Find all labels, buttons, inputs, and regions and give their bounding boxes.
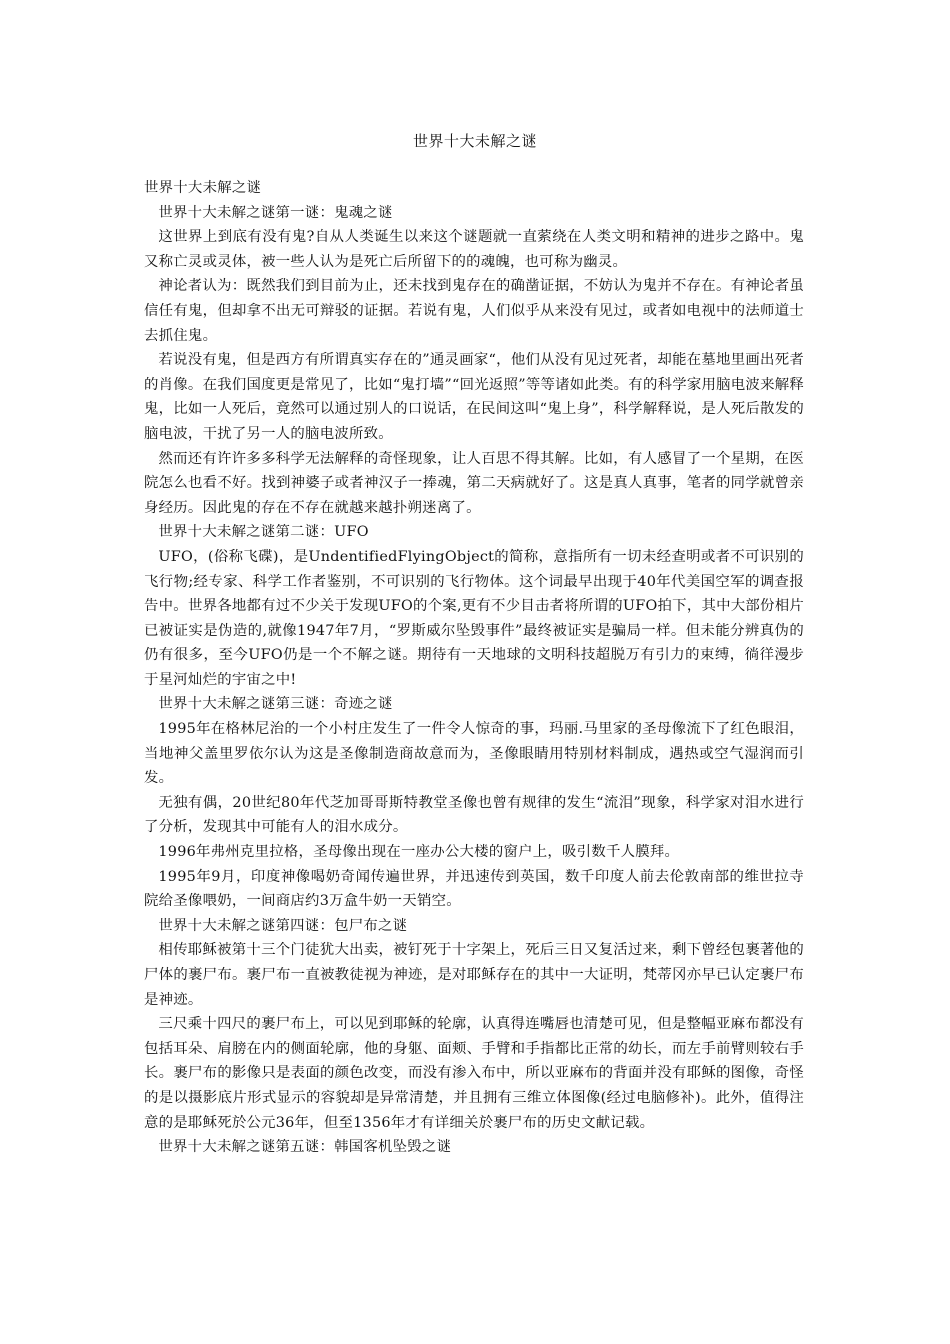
paragraph: 三尺乘十四尺的裹尸布上，可以见到耶稣的轮廓，认真得连嘴唇也清楚可见，但是整幅亚麻布都没有包括耳朵、肩膀在内的侧面轮廓，他的身躯、面颊、手臂和手指都比正常的幼长，而左手前臂则较右手长。裹尸布的影像只是表面的颜色改变，而没有渗入布中，所以亚麻布的背面并没有耶稣的图像，奇怪的是以摄影底片形式显示的容貌却是异常清楚，并且拥有三维立体图像(经过电脑修补)。此外，值得注意的是耶稣死於公元36年，但至1356年才有详细关於裹尸布的历史文献记载。: [144, 1016, 804, 1131]
paragraph: UFO，(俗称飞碟)，是UndentifiedFlyingObject的简称，意指所有一切未经查明或者不可识别的飞行物;经专家、科学工作者鉴别，不可识别的飞行物体。这个词最早出现于40年代美国空军的调查报告中。世界各地都有过不少关于发现UFO的个案,更有不少目击者将所谓的UFO拍下，其中大部份相片已被证实是伪造的,就像1947年7月，“罗斯威尔坠毁事件”最终被证实是骗局一样。但未能分辨真伪的仍有很多，至今UFO仍是一个不解之谜。期待有一天地球的文明科技超脱万有引力的束缚，徜徉漫步于星河灿烂的宇宙之中!: [144, 548, 804, 688]
document-body: [144, 176, 804, 1160]
chapter-heading: 世界十大未解之谜第三谜：奇迹之谜: [158, 696, 393, 713]
section-heading: 世界十大未解之谜: [144, 180, 262, 196]
paragraph: 神论者认为：既然我们到目前为止，还未找到鬼存在的确凿证据，不妨认为鬼并不存在。有神论者虽信任有鬼，但却拿不出无可辩驳的证据。若说有鬼，人们似乎从来没有见过，或者如电视中的法师道士去抓住鬼。: [144, 278, 804, 344]
paragraph: 无独有偶，20世纪80年代芝加哥哥斯特教堂圣像也曾有规律的发生“流泪”现象，科学家对泪水进行了分析，发现其中可能有人的泪水成分。: [144, 794, 804, 836]
paragraph: 然而还有许许多多科学无法解释的奇怪现象，让人百思不得其解。比如，有人感冒了一个星期，在医院怎么也看不好。找到神婆子或者神汉子一捧魂，第二天病就好了。这是真人真事，笔者的同学就曾亲身经历。因此鬼的存在不存在就越来越扑朔迷离了。: [144, 450, 804, 516]
paragraph: 这世界上到底有没有鬼?自从人类诞生以来这个谜题就一直萦绕在人类文明和精神的进步之路中。鬼又称亡灵或灵体，被一些人认为是死亡后所留下的的魂魄，也可称为幽灵。: [144, 229, 804, 270]
paragraph: 相传耶稣被第十三个门徒犹大出卖，被钉死于十字架上，死后三日又复活过来，剩下曾经包裹著他的尸体的裹尸布。裹尸布一直被教徒视为神迹，是对耶稣存在的其中一大证明，梵蒂冈亦早已认定裹尸布是神迹。: [144, 942, 804, 1008]
paragraph: 若说没有鬼，但是西方有所谓真实存在的”通灵画家“，他们从没有见过死者，却能在墓地里画出死者的肖像。在我们国度更是常见了，比如“鬼打墙”“回光返照”等等诸如此类。有的科学家用脑电波来解释鬼，比如一人死后，竟然可以通过别人的口说话，在民间这叫“鬼上身”，科学解释说，是人死后散发的脑电波，干扰了另一人的脑电波所致。: [144, 352, 804, 442]
paragraph: 1996年弗州克里拉格，圣母像出现在一座办公大楼的窗户上，吸引数千人膜拜。: [158, 844, 680, 861]
chapter-heading: 世界十大未解之谜第四谜：包尸布之谜: [158, 917, 408, 934]
chapter-heading: 世界十大未解之谜第一谜：鬼魂之谜: [158, 204, 393, 221]
chapter-heading: 世界十大未解之谜第二谜：UFO: [158, 524, 369, 541]
paragraph: 1995年9月，印度神像喝奶奇闻传遍世界，并迅速传到英国，数千印度人前去伦敦南部的维世拉寺院给圣像喂奶，一间商店约3万盒牛奶一天销空。: [144, 868, 804, 910]
chapter-heading: 世界十大未解之谜第五谜：韩国客机坠毁之谜: [158, 1139, 452, 1156]
document-title: 世界十大未解之谜: [412, 132, 537, 150]
paragraph: 1995年在格林尼治的一个小村庄发生了一件令人惊奇的事，玛丽.马里家的圣母像流下了红色眼泪，当地神父盖里罗依尔认为这是圣像制造商故意而为，圣像眼睛用特别材料制成，遇热或空气湿润而引发。: [144, 721, 804, 787]
